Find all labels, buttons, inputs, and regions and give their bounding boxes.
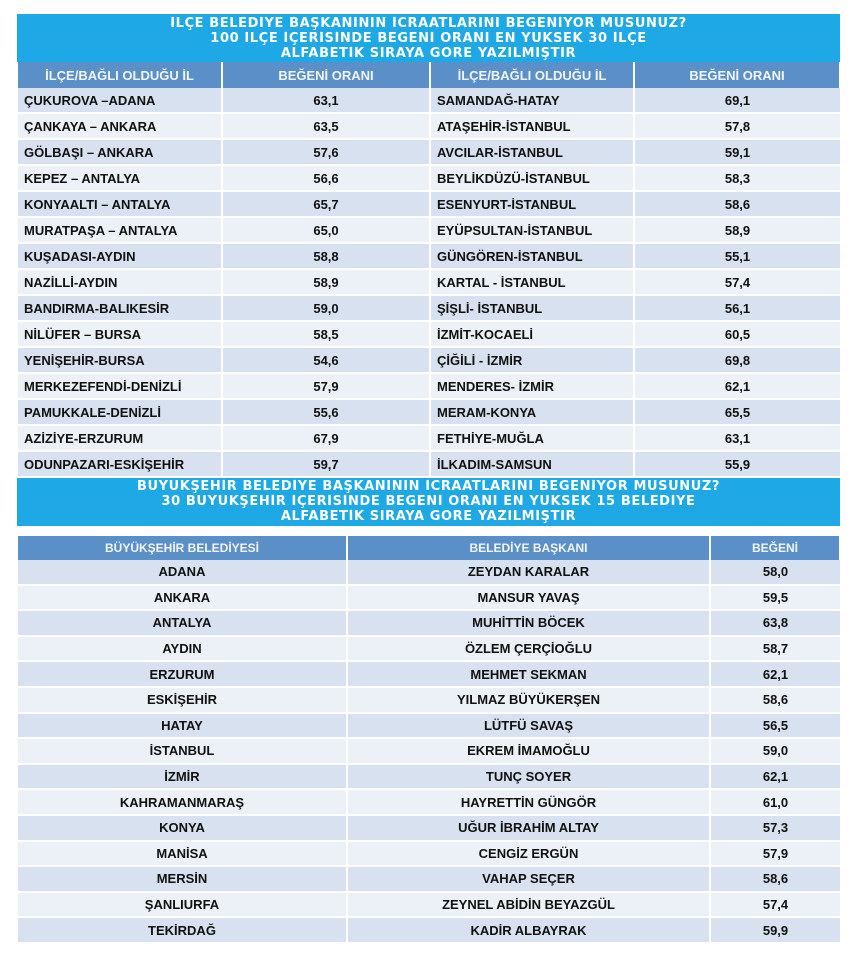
approval-rate-cell: 56,1 xyxy=(634,295,840,321)
table-row xyxy=(18,191,840,217)
municipality-cell: ŞANLIURFA xyxy=(18,892,347,918)
section1-title-line: İLÇE BELEDİYE BAŞKANININ İCRAATLARINI BEĞENİYOR MUSUNUZ? xyxy=(170,16,687,31)
approval-rate-cell: 65,0 xyxy=(222,217,430,243)
table-row xyxy=(18,243,840,269)
approval-rate-cell: 63,1 xyxy=(222,88,430,113)
mayor-cell: YILMAZ BÜYÜKERŞEN xyxy=(347,687,710,713)
district-name-cell: KONYAALTI – ANTALYA xyxy=(18,191,222,217)
table-row xyxy=(18,88,840,113)
mayor-cell: EKREM İMAMOĞLU xyxy=(347,738,710,764)
municipality-cell: AYDIN xyxy=(18,636,347,662)
header-district: İLÇE/BAĞLI OLDUĞU İL xyxy=(18,62,222,88)
approval-rate-cell: 69,8 xyxy=(634,347,840,373)
mayor-cell: CENGİZ ERGÜN xyxy=(347,841,710,867)
table-row xyxy=(18,764,840,790)
district-name-cell: SAMANDAĞ-HATAY xyxy=(430,88,634,113)
table-header-row xyxy=(18,536,840,560)
table-row xyxy=(18,866,840,892)
approval-rate-cell: 67,9 xyxy=(222,425,430,451)
district-name-cell: FETHİYE-MUĞLA xyxy=(430,425,634,451)
table-row xyxy=(18,789,840,815)
mayor-cell: LÜTFÜ SAVAŞ xyxy=(347,713,710,739)
section2-title-line: 30 BÜYÜKŞEHİR İÇERİSİNDE BEĞENİ ORANI EN YÜKSEK 15 BELEDİYE xyxy=(161,494,696,509)
approval-rate-cell: 69,1 xyxy=(634,88,840,113)
table-row xyxy=(18,841,840,867)
district-name-cell: AVCILAR-İSTANBUL xyxy=(430,139,634,165)
header-district: İLÇE/BAĞLI OLDUĞU İL xyxy=(430,62,634,88)
table-row xyxy=(18,451,840,477)
approval-rate-cell: 65,5 xyxy=(634,399,840,425)
municipality-cell: ESKİŞEHİR xyxy=(18,687,347,713)
header-approval-rate: BEĞENİ ORANI xyxy=(634,62,840,88)
district-name-cell: BEYLİKDÜZÜ-İSTANBUL xyxy=(430,165,634,191)
approval-rate-cell: 63,1 xyxy=(634,425,840,451)
district-name-cell: NİLÜFER – BURSA xyxy=(18,321,222,347)
section1-title-line: 100 İLÇE İÇERİSİNDE BEĞENİ ORANI EN YÜKSEK 30 İLÇE xyxy=(210,31,647,46)
approval-cell: 62,1 xyxy=(710,764,840,790)
mayor-cell: MEHMET SEKMAN xyxy=(347,661,710,687)
approval-rate-cell: 57,9 xyxy=(222,373,430,399)
district-name-cell: İLKADIM-SAMSUN xyxy=(430,451,634,477)
metropolitan-approval-table xyxy=(18,536,841,944)
approval-rate-cell: 58,8 xyxy=(222,243,430,269)
municipality-cell: İSTANBUL xyxy=(18,738,347,764)
table-row xyxy=(18,347,840,373)
district-name-cell: MERAM-KONYA xyxy=(430,399,634,425)
approval-rate-cell: 58,6 xyxy=(634,191,840,217)
approval-rate-cell: 60,5 xyxy=(634,321,840,347)
table-row xyxy=(18,139,840,165)
district-name-cell: YENİŞEHİR-BURSA xyxy=(18,347,222,373)
municipality-cell: KONYA xyxy=(18,815,347,841)
district-name-cell: ÇUKUROVA –ADANA xyxy=(18,88,222,113)
district-name-cell: BANDIRMA-BALIKESİR xyxy=(18,295,222,321)
table-row xyxy=(18,373,840,399)
section1-title-banner xyxy=(17,14,840,62)
municipality-cell: ADANA xyxy=(18,560,347,585)
mayor-cell: MUHİTTİN BÖCEK xyxy=(347,610,710,636)
district-name-cell: EYÜPSULTAN-İSTANBUL xyxy=(430,217,634,243)
district-name-cell: İZMİT-KOCAELİ xyxy=(430,321,634,347)
table-row xyxy=(18,636,840,662)
district-name-cell: GÖLBAŞI – ANKARA xyxy=(18,139,222,165)
header-approval: BEĞENİ xyxy=(710,536,840,560)
mayor-cell: KADİR ALBAYRAK xyxy=(347,917,710,943)
municipality-cell: HATAY xyxy=(18,713,347,739)
approval-cell: 58,6 xyxy=(710,866,840,892)
approval-cell: 57,4 xyxy=(710,892,840,918)
table-row xyxy=(18,738,840,764)
district-name-cell: KEPEZ – ANTALYA xyxy=(18,165,222,191)
approval-rate-cell: 58,9 xyxy=(634,217,840,243)
header-approval-rate: BEĞENİ ORANI xyxy=(222,62,430,88)
approval-cell: 57,3 xyxy=(710,815,840,841)
approval-rate-cell: 59,7 xyxy=(222,451,430,477)
district-name-cell: AZİZİYE-ERZURUM xyxy=(18,425,222,451)
district-table-body xyxy=(18,88,840,477)
district-name-cell: MURATPAŞA – ANTALYA xyxy=(18,217,222,243)
approval-cell: 57,9 xyxy=(710,841,840,867)
district-name-cell: ÇİĞİLİ - İZMİR xyxy=(430,347,634,373)
district-name-cell: ÇANKAYA – ANKARA xyxy=(18,113,222,139)
table-row xyxy=(18,399,840,425)
mayor-cell: ZEYNEL ABİDİN BEYAZGÜL xyxy=(347,892,710,918)
section2-title-line: BÜYÜKŞEHİR BELEDİYE BAŞKANININ İCRAATLARINI BEĞENİYOR MUSUNUZ? xyxy=(136,479,721,494)
mayor-cell: ZEYDAN KARALAR xyxy=(347,560,710,585)
approval-rate-cell: 55,9 xyxy=(634,451,840,477)
table-row xyxy=(18,425,840,451)
table-row xyxy=(18,661,840,687)
approval-cell: 56,5 xyxy=(710,713,840,739)
district-name-cell: PAMUKKALE-DENİZLİ xyxy=(18,399,222,425)
district-name-cell: KARTAL - İSTANBUL xyxy=(430,269,634,295)
approval-rate-cell: 55,6 xyxy=(222,399,430,425)
approval-rate-cell: 58,9 xyxy=(222,269,430,295)
approval-rate-cell: 54,6 xyxy=(222,347,430,373)
district-name-cell: KUŞADASI-AYDIN xyxy=(18,243,222,269)
approval-rate-cell: 65,7 xyxy=(222,191,430,217)
table-row xyxy=(18,687,840,713)
approval-cell: 58,7 xyxy=(710,636,840,662)
table-row xyxy=(18,560,840,585)
mayor-cell: ÖZLEM ÇERÇİOĞLU xyxy=(347,636,710,662)
section2-title-line: ALFABETİK SIRAYA GÖRE YAZILMIŞTIR xyxy=(280,509,577,524)
table-row xyxy=(18,585,840,611)
table-row xyxy=(18,295,840,321)
table-header-row xyxy=(18,62,840,88)
approval-rate-cell: 55,1 xyxy=(634,243,840,269)
mayor-cell: MANSUR YAVAŞ xyxy=(347,585,710,611)
table-row xyxy=(18,610,840,636)
approval-cell: 63,8 xyxy=(710,610,840,636)
approval-cell: 58,0 xyxy=(710,560,840,585)
mayor-cell: TUNÇ SOYER xyxy=(347,764,710,790)
municipality-cell: MANİSA xyxy=(18,841,347,867)
header-mayor: BELEDİYE BAŞKANI xyxy=(347,536,710,560)
district-name-cell: GÜNGÖREN-İSTANBUL xyxy=(430,243,634,269)
approval-rate-cell: 58,5 xyxy=(222,321,430,347)
approval-cell: 61,0 xyxy=(710,789,840,815)
municipality-cell: MERSİN xyxy=(18,866,347,892)
table-row xyxy=(18,217,840,243)
table-row xyxy=(18,713,840,739)
district-name-cell: MENDERES- İZMİR xyxy=(430,373,634,399)
approval-cell: 59,9 xyxy=(710,917,840,943)
table-row xyxy=(18,892,840,918)
section2-title-banner xyxy=(17,478,840,526)
table-row xyxy=(18,815,840,841)
table-row xyxy=(18,321,840,347)
table-row xyxy=(18,113,840,139)
district-approval-table xyxy=(18,62,841,478)
municipality-cell: ANTALYA xyxy=(18,610,347,636)
district-name-cell: MERKEZEFENDİ-DENİZLİ xyxy=(18,373,222,399)
approval-cell: 58,6 xyxy=(710,687,840,713)
municipality-cell: İZMİR xyxy=(18,764,347,790)
table-row xyxy=(18,269,840,295)
mayor-cell: VAHAP SEÇER xyxy=(347,866,710,892)
section1-title-line: ALFABETİK SIRAYA GÖRE YAZILMIŞTIR xyxy=(280,46,577,61)
table-row xyxy=(18,917,840,943)
district-name-cell: ŞİŞLİ- İSTANBUL xyxy=(430,295,634,321)
approval-cell: 59,0 xyxy=(710,738,840,764)
mayor-cell: UĞUR İBRAHİM ALTAY xyxy=(347,815,710,841)
district-name-cell: NAZİLLİ-AYDIN xyxy=(18,269,222,295)
municipality-cell: TEKİRDAĞ xyxy=(18,917,347,943)
municipality-cell: ERZURUM xyxy=(18,661,347,687)
approval-rate-cell: 62,1 xyxy=(634,373,840,399)
approval-rate-cell: 59,1 xyxy=(634,139,840,165)
municipality-cell: KAHRAMANMARAŞ xyxy=(18,789,347,815)
approval-rate-cell: 57,4 xyxy=(634,269,840,295)
approval-rate-cell: 59,0 xyxy=(222,295,430,321)
table-row xyxy=(18,165,840,191)
municipality-cell: ANKARA xyxy=(18,585,347,611)
approval-cell: 59,5 xyxy=(710,585,840,611)
approval-cell: 62,1 xyxy=(710,661,840,687)
metropolitan-table-body xyxy=(18,560,840,943)
header-metropolitan-municipality: BÜYÜKŞEHİR BELEDİYESİ xyxy=(18,536,347,560)
approval-rate-cell: 58,3 xyxy=(634,165,840,191)
approval-rate-cell: 57,6 xyxy=(222,139,430,165)
district-name-cell: ODUNPAZARI-ESKİŞEHİR xyxy=(18,451,222,477)
district-name-cell: ATAŞEHİR-İSTANBUL xyxy=(430,113,634,139)
approval-rate-cell: 57,8 xyxy=(634,113,840,139)
district-name-cell: ESENYURT-İSTANBUL xyxy=(430,191,634,217)
approval-rate-cell: 56,6 xyxy=(222,165,430,191)
mayor-cell: HAYRETTİN GÜNGÖR xyxy=(347,789,710,815)
approval-rate-cell: 63,5 xyxy=(222,113,430,139)
